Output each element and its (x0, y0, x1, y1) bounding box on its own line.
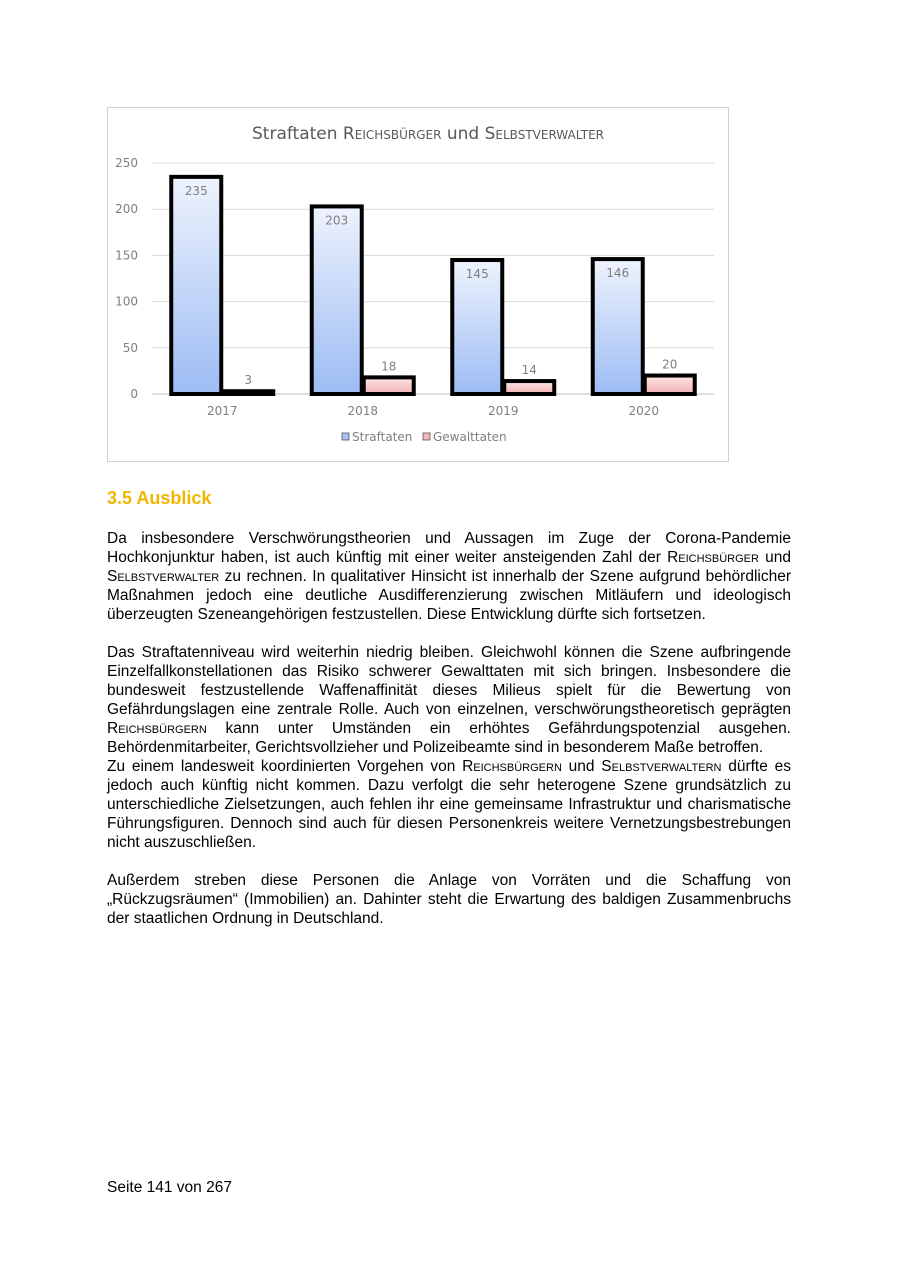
term-selbstverwalter: Selbstverwalter (107, 568, 220, 585)
legend-swatch-gewalttaten (423, 433, 430, 440)
legend-label-straftaten: Straftaten (352, 430, 413, 444)
paragraph-3-text-a: Zu einem landesweit koordinierten Vorgehen von (107, 758, 463, 775)
paragraph-1-text-a: Da insbesondere Verschwörungstheorien und Aussagen im Zuge der Corona-Pandemie Hochkonjunktur haben, ist auch künftig mit einer weiter ansteigenden Zahl der (107, 530, 791, 566)
term-reichsbuergern-2: Reichsbürgern (462, 758, 562, 775)
paragraph-1-text-c: zu rechnen. In qualitativer Hinsicht ist innerhalb der Szene aufgrund behördlicher Maßnahmen jedoch eine deutliche Ausdifferenzierung zwischen Mitläufern und ideologisch überzeugten Szeneangehörigen festzustellen. Diese Entwicklung dürfte sich fortsetzen. (107, 568, 791, 623)
chart-title: Straftaten Reichsbürger und Selbstverwalter (252, 124, 604, 144)
data-label-gewalttaten-2017: 3 (244, 373, 253, 388)
bar-straftaten-2017 (171, 177, 221, 394)
bar-gewalttaten-2020 (645, 376, 695, 394)
body-text (107, 529, 791, 947)
bar-gewalttaten-2019 (504, 381, 554, 394)
page-number: Seite 141 von 267 (107, 1179, 232, 1196)
data-label-straftaten-2018: 203 (325, 213, 349, 228)
legend-swatch-straftaten (342, 433, 349, 440)
bar-gewalttaten-2017 (223, 391, 273, 394)
paragraph-4 (107, 871, 791, 928)
term-reichsbuerger: Reichsbürger (667, 549, 759, 566)
x-tick-label: 2020 (628, 404, 660, 418)
paragraph-4-text: Außerdem streben diese Personen die Anlage von Vorräten und die Schaffung von „Rückzugsräumen“ (Immobilien) an. Dahinter steht die Erwartung des baldigen Zusammenbruchs der staatlichen Ordnung in Deutschland. (107, 872, 791, 927)
bar-straftaten-2018 (312, 206, 362, 394)
y-tick-label: 200 (115, 202, 138, 217)
bar-gewalttaten-2018 (364, 377, 414, 394)
section-heading: 3.5 Ausblick (107, 488, 212, 508)
y-tick-label: 250 (115, 156, 138, 170)
y-tick-label: 100 (115, 294, 138, 309)
data-label-gewalttaten-2019: 14 (521, 363, 537, 378)
paragraph-3 (107, 757, 791, 852)
term-selbstverwaltern: Selbstverwaltern (601, 758, 722, 775)
bar-chart (108, 108, 730, 463)
paragraph-2-text-a: Das Straftatenniveau wird weiterhin niedrig bleiben. Gleichwohl können die Szene aufbringende Einzelfallkonstellationen das Risiko schwerer Gewalttaten mit sich bringen. Insbesondere die bundesweit festzustellende Waffenaffinität dieses Milieus spielt für die Bewertung von Gefährdungslagen eine zentrale Rolle. Auch von einzelnen, verschwörungstheoretisch geprägten (107, 644, 791, 718)
paragraph-3-text-c: dürfte es jedoch auch künftig nicht kommen. Dazu verfolgt die sehr heterogene Szene grundsätzlich zu unterschiedliche Zielsetzungen, auch fehlen ihr eine gemeinsame Infrastruktur und charismatische Führungsfiguren. Dennoch sind auch für diesen Personenkreis weitere Vernetzungsbestrebungen nicht auszuschließen. (107, 758, 791, 851)
data-label-gewalttaten-2018: 18 (381, 359, 397, 374)
data-label-straftaten-2019: 145 (465, 267, 489, 282)
x-tick-label: 2017 (206, 404, 238, 418)
data-label-straftaten-2020: 146 (606, 266, 630, 281)
y-tick-label: 50 (122, 340, 138, 355)
data-label-straftaten-2017: 235 (184, 183, 208, 198)
paragraph-2-text-b: kann unter Umständen ein erhöhtes Gefährdungspotenzial ausgehen. Behördenmitarbeiter, Gerichtsvollzieher und Polizeibeamte sind in besonderem Maße betroffen. (107, 720, 791, 756)
term-reichsbuergern: Reichsbürgern (107, 720, 207, 737)
paragraph-1 (107, 529, 791, 624)
paragraph-2 (107, 643, 791, 757)
y-tick-label: 0 (130, 387, 138, 401)
chart-container (107, 107, 729, 462)
y-tick-label: 150 (115, 248, 138, 263)
x-tick-label: 2019 (487, 404, 519, 418)
legend-label-gewalttaten: Gewalttaten (433, 430, 507, 444)
paragraph-1-text-b: und (758, 549, 792, 566)
x-tick-label: 2018 (347, 404, 379, 418)
paragraph-3-text-b: und (561, 758, 602, 775)
data-label-gewalttaten-2020: 20 (662, 357, 678, 372)
